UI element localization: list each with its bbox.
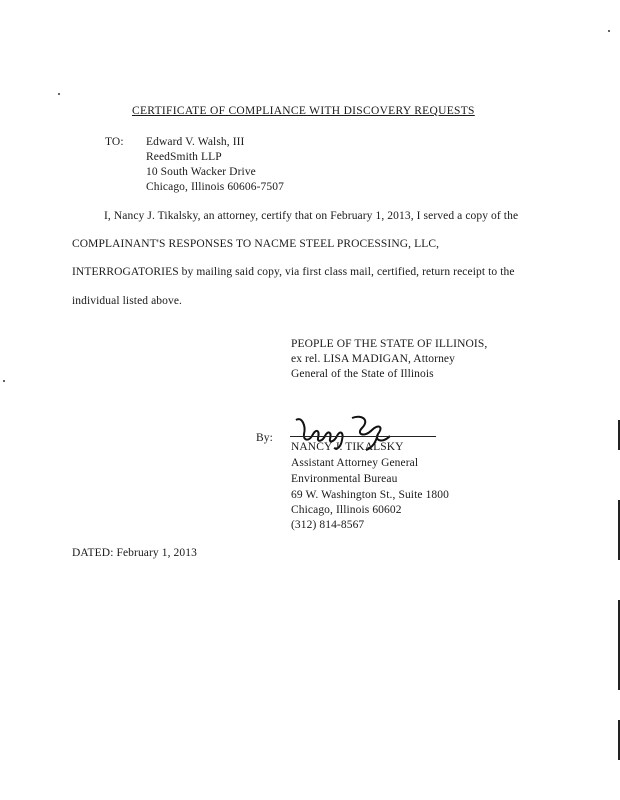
recipient-firm: ReedSmith LLP [146,151,222,163]
recipient-city: Chicago, Illinois 60606-7507 [146,181,284,193]
dated-line: DATED: February 1, 2013 [72,547,197,559]
signer-title: Assistant Attorney General [291,457,419,469]
signer-street: 69 W. Washington St., Suite 1800 [291,489,449,501]
signer-city: Chicago, Illinois 60602 [291,504,402,516]
recipient-street: 10 South Wacker Drive [146,166,256,178]
recipient-name: Edward V. Walsh, III [146,136,245,148]
signer-name: NANCY J. TIKALSKY [291,441,404,453]
signer-bureau: Environmental Bureau [291,473,398,485]
body-line-3: INTERROGATORIES by mailing said copy, via first class mail, certified, return receipt to the [72,266,515,278]
party-line-1: PEOPLE OF THE STATE OF ILLINOIS, [291,338,488,350]
party-line-3: General of the State of Illinois [291,368,434,380]
body-line-1: I, Nancy J. Tikalsky, an attorney, certify that on February 1, 2013, I served a copy of the [104,210,519,222]
document-title: CERTIFICATE OF COMPLIANCE WITH DISCOVERY REQUESTS [132,105,475,117]
scan-speck [3,380,5,382]
signature-line [290,436,436,437]
body-line-4: individual listed above. [72,295,183,307]
body-line-2: COMPLAINANT'S RESPONSES TO NACME STEEL PROCESSING, LLC, [72,238,440,250]
scan-speck [58,93,60,95]
to-label: TO: [105,136,124,148]
signer-phone: (312) 814-8567 [291,519,365,531]
scan-speck [608,30,610,32]
party-line-2: ex rel. LISA MADIGAN, Attorney [291,353,455,365]
by-label: By: [256,432,273,444]
